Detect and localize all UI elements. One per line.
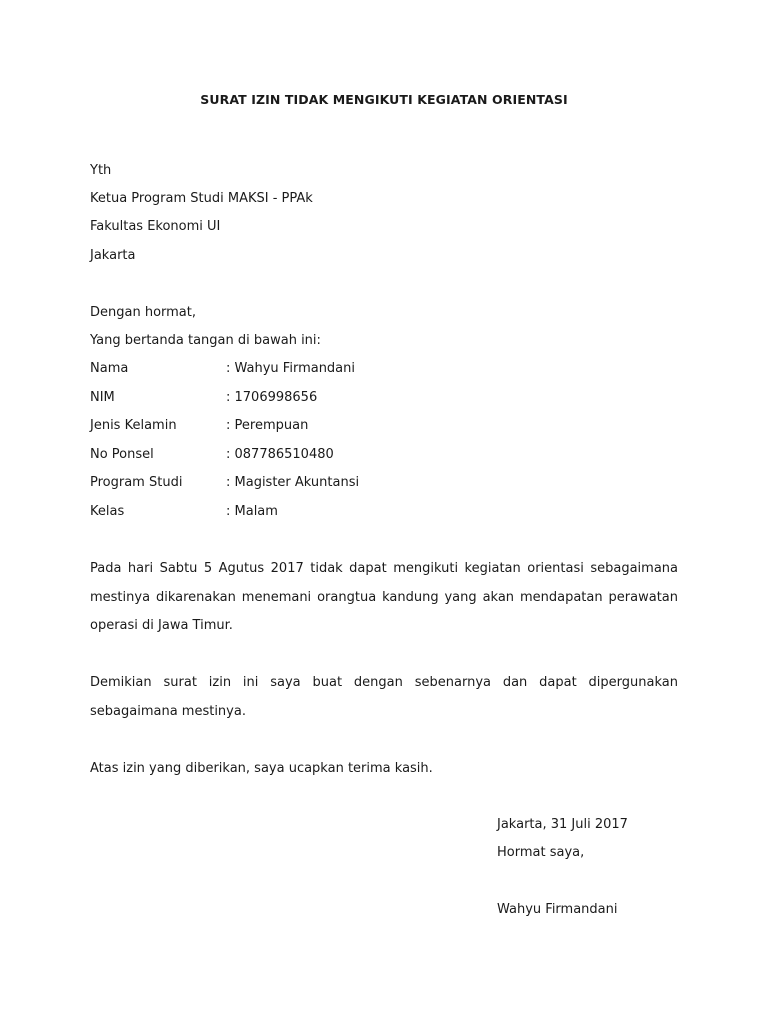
signature-closing: Hormat saya, (497, 845, 585, 860)
field-value-nim: : 1706998656 (226, 390, 318, 405)
field-label-kelas: Kelas (90, 504, 125, 519)
recipient-salutation: Yth (90, 163, 112, 178)
field-value-nama: : Wahyu Firmandani (226, 361, 356, 376)
field-value-program-studi: : Magister Akuntansi (226, 475, 360, 490)
recipient-line-2: Fakultas Ekonomi UI (90, 219, 221, 234)
field-label-nama: Nama (90, 361, 129, 376)
body-paragraph-3: Atas izin yang diberikan, saya ucapkan terima kasih. (90, 761, 433, 776)
recipient-line-1: Ketua Program Studi MAKSI - PPAk (90, 191, 313, 206)
intro-text: Yang bertanda tangan di bawah ini: (90, 333, 321, 348)
field-value-jenis-kelamin: : Perempuan (226, 418, 309, 433)
signature-place-date: Jakarta, 31 Juli 2017 (497, 817, 628, 832)
field-label-jenis-kelamin: Jenis Kelamin (90, 418, 177, 433)
field-label-no-ponsel: No Ponsel (90, 447, 154, 462)
field-value-kelas: : Malam (226, 504, 278, 519)
field-label-program-studi: Program Studi (90, 475, 183, 490)
body-paragraph-2: Demikian surat izin ini saya buat dengan sebenarnya dan dapat dipergunakan sebagaimana mestinya. (90, 675, 678, 719)
body-paragraph-1: Pada hari Sabtu 5 Agutus 2017 tidak dapat mengikuti kegiatan orientasi sebagaimana mestinya dikarenakan menemani orangtua kandung yang akan mendapatan perawatan operasi di Jawa Timur. (90, 561, 678, 634)
recipient-line-3: Jakarta (90, 248, 136, 263)
field-value-no-ponsel: : 087786510480 (226, 447, 334, 462)
field-label-nim: NIM (90, 390, 115, 405)
letter-title: SURAT IZIN TIDAK MENGIKUTI KEGIATAN ORIENTASI (200, 92, 568, 107)
greeting: Dengan hormat, (90, 305, 197, 320)
signature-name: Wahyu Firmandani (497, 902, 618, 917)
